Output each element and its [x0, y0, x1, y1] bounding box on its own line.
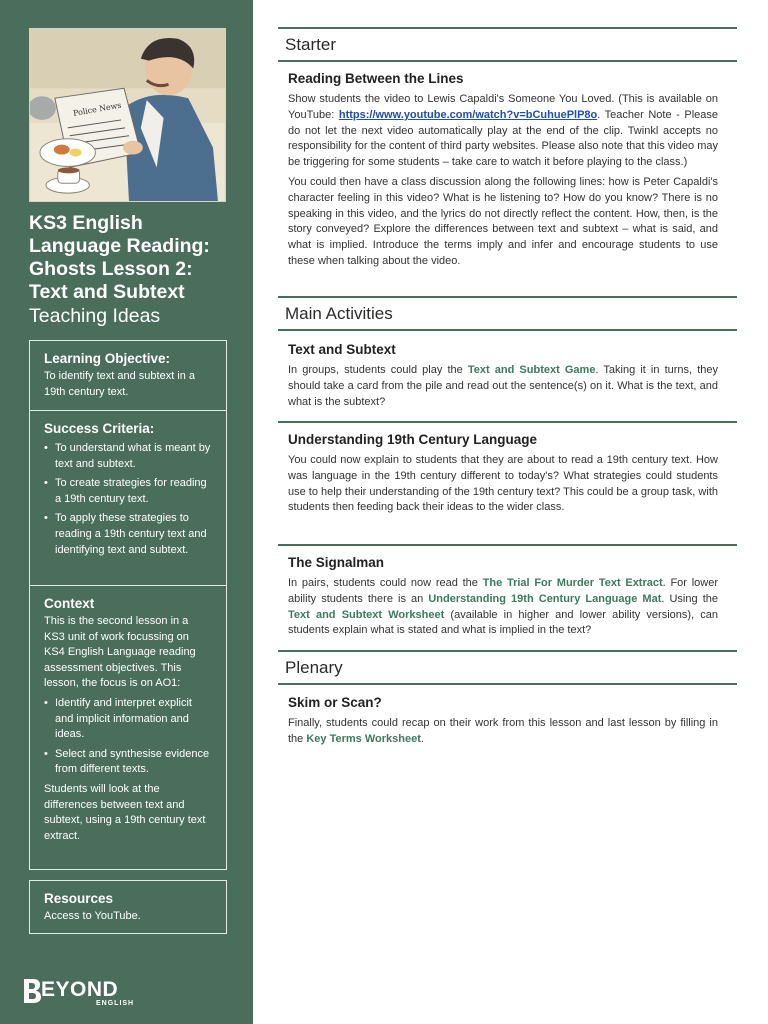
text-subtext-worksheet-link[interactable]: Text and Subtext Worksheet	[288, 608, 445, 621]
list-item: • Select and synthesise evidence from different texts.	[44, 747, 212, 778]
context-intro: This is the second lesson in a KS3 unit of work focussing on KS4 English Language reading assessment objectives. This lesson, the focus is on AO1:	[44, 615, 196, 690]
list-item: • To create strategies for reading a 19th century text.	[44, 476, 212, 507]
plenary-title: Skim or Scan?	[288, 695, 382, 710]
context-list	[44, 696, 212, 778]
context-outro: Students will look at the differences between text and subtext, using a 19th century text extract.	[44, 782, 206, 842]
page-title-line3: Ghosts Lesson 2:	[29, 258, 193, 280]
beyond-english-logo	[22, 978, 135, 1010]
learning-objective-heading: Learning Objective:	[44, 351, 171, 366]
section-heading-main-activities: Main Activities	[278, 296, 737, 331]
text-subtext-block	[288, 341, 718, 414]
page-title-line2: Language Reading:	[29, 235, 210, 257]
page-subtitle: Teaching Ideas	[29, 305, 161, 327]
page-title-line4: Text and Subtext	[29, 281, 185, 303]
starter-paragraph-2: You could then have a class discussion along the following lines: how is Peter Capaldi's character feeling in this video? What is he listening to? How do you know? There is no speaking in this video, and the lyrics do not directly reflect the content. How, then, is the story conveyed? Explore the differences between text and subtext – what is said, and what is implied. Introduce the terms imply and infer and encourage students to use these when talking about the video.	[288, 175, 718, 267]
plenary-block	[288, 694, 718, 752]
understanding-title: Understanding 19th Century Language	[288, 432, 538, 447]
resources-heading: Resources	[44, 891, 114, 906]
text-span: Show students the video to Lewis Capaldi's Someone You Loved. (This is available on YouTube:	[288, 93, 718, 121]
text-span: In groups, students could play the	[288, 364, 468, 376]
text-span: In pairs, students could now read the	[288, 577, 483, 589]
plenary-paragraph	[288, 716, 718, 748]
text-span: . Teacher Note - Please do not let the next video automatically play at the end of the clip. Twinkl accepts no responsibility for the content of third party websites. Please also note that this video may be triggering for some students – take care to watch it before playing to the class.)	[288, 108, 719, 169]
success-criteria-list	[44, 441, 212, 558]
context-box	[29, 585, 227, 870]
language-mat-link[interactable]: Understanding 19th Century Language Mat	[428, 592, 662, 605]
understanding-paragraph: You could now explain to students that they are about to read a 19th century text. How was language in the 19th century different to today's? What strategies could students use to help their understanding of the 19th century text? This could be a group task, with students then feeding back their ideas to the wider class.	[288, 454, 718, 514]
text-span: . For lower ability students there is an	[288, 577, 718, 605]
man-reading-newspaper-illustration	[29, 28, 226, 202]
text-subtext-title: Text and Subtext	[288, 342, 396, 357]
logo-wordmark: EYOND	[41, 978, 119, 1001]
svg-text:Police News: Police News	[72, 100, 122, 118]
main-content	[278, 0, 738, 1024]
title-block	[29, 212, 244, 328]
starter-block	[288, 70, 718, 274]
signalman-paragraph	[288, 576, 718, 639]
list-item: • Identify and interpret explicit and implicit information and ideas.	[44, 696, 212, 743]
understanding-block	[288, 431, 718, 520]
youtube-link[interactable]: https://www.youtube.com/watch?v=bCuhuePlP8o	[338, 108, 598, 121]
list-item: • To understand what is meant by text and subtext.	[44, 441, 212, 472]
text-subtext-paragraph	[288, 363, 718, 410]
text-span: . Using the	[661, 592, 718, 605]
divider	[278, 421, 737, 423]
learning-objective-text: To identify text and subtext in a 19th century text.	[44, 370, 196, 398]
success-criteria-box	[29, 410, 227, 585]
success-criteria-heading: Success Criteria:	[44, 421, 155, 436]
trial-for-murder-link[interactable]: The Trial For Murder Text Extract	[482, 577, 663, 589]
section-heading-plenary: Plenary	[278, 650, 737, 685]
learning-objective-box	[29, 340, 227, 410]
text-span: Finally, students could recap on their work from this lesson and last lesson by filling in the	[288, 717, 718, 745]
section-heading-starter: Starter	[278, 27, 737, 62]
resources-box	[29, 880, 227, 934]
sidebar	[0, 0, 253, 1024]
text-span: . Taking it in turns, they should take a card from the pile and read out the sentence(s) on it. What is the text, and what is the subtext?	[288, 364, 718, 408]
text-span: .	[420, 732, 424, 745]
divider	[278, 544, 737, 546]
signalman-title: The Signalman	[288, 555, 385, 570]
starter-paragraph-1	[288, 92, 718, 171]
page-title-line1: KS3 English	[29, 212, 143, 234]
resources-text: Access to YouTube.	[44, 910, 141, 922]
text-span: (available in higher and lower ability versions), can students explain what is stated and what is implied in the text?	[288, 608, 718, 637]
signalman-block	[288, 554, 718, 643]
text-subtext-game-link[interactable]: Text and Subtext Game	[467, 364, 596, 376]
list-item: • To apply these strategies to reading a 19th century text and identifying text and subtext.	[44, 511, 212, 558]
context-heading: Context	[44, 596, 95, 611]
logo-subtext: ENGLISH	[96, 1000, 135, 1007]
beyond-b-logo-icon	[22, 978, 42, 1004]
starter-title: Reading Between the Lines	[288, 71, 464, 86]
key-terms-worksheet-link[interactable]: Key Terms Worksheet	[306, 732, 421, 745]
